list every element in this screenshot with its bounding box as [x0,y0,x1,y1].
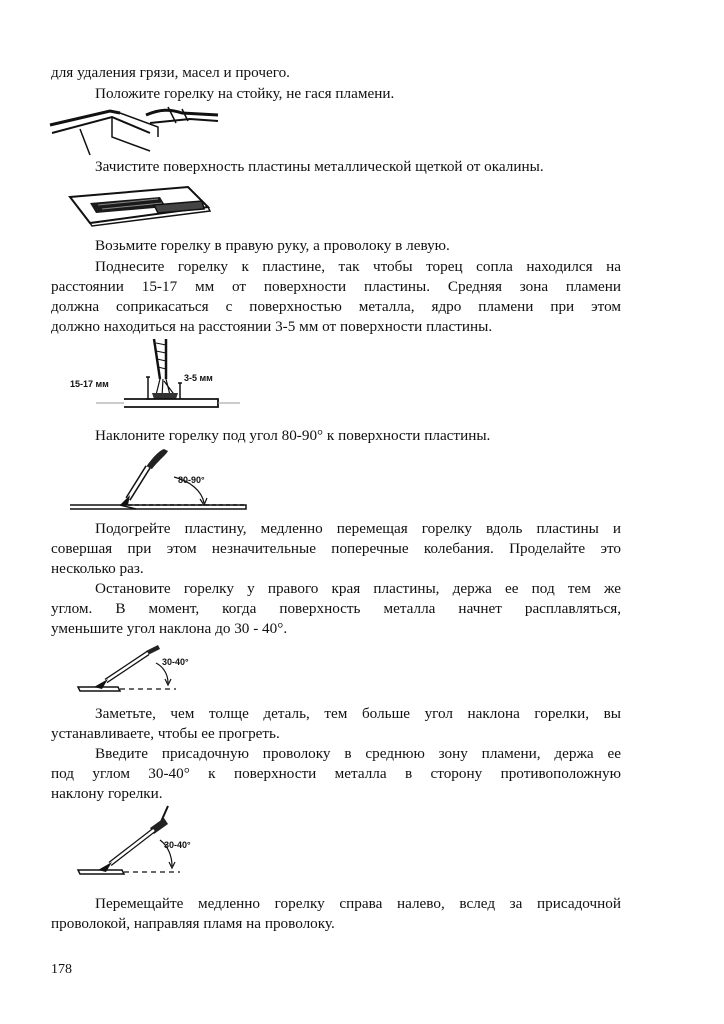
paragraph-bring-torch-line1: Поднесите горелку к пластине, так чтобы торец сопла находился на [95,258,621,275]
figure-torch-80-90 [70,447,250,511]
paragraph-stop-torch-line3: уменьшите угол наклона до 30 - 40°. [51,620,288,637]
paragraph-thickness-line1: Заметьте, чем толще деталь, тем больше угол наклона горелки, вы [95,705,621,722]
paragraph-tilt-torch: Наклоните горелку под угол 80-90° к поверхности пластины. [95,427,491,444]
paragraph-move-torch-line1: Перемещайте медленно горелку справа налево, вслед за присадочной [95,895,621,912]
paragraph-filler-wire-line1: Введите присадочную проволоку в среднюю зону пламени, держа ее [95,745,621,762]
label-nozzle-height: 15-17 мм [70,379,109,389]
paragraph-bring-torch-line2: расстоянии 15-17 мм от поверхности пластины. Средняя зона пламени [51,278,621,295]
label-angle-30-40: 30-40° [162,657,189,667]
paragraph-bring-torch-line3: должна соприкасаться с поверхностью металла, ядро пламени при этом [51,298,621,315]
paragraph-filler-wire-line3: наклону горелки. [51,785,163,802]
paragraph-heat-plate-line2: совершая при этом незначительные поперечные колебания. Проделайте это [51,540,621,557]
figure-torch-30-40 [76,643,216,695]
paragraph-heat-plate-line3: несколько раз. [51,560,144,577]
figure-wire-brush [68,183,210,227]
label-angle-30-40-wire: 30-40° [164,840,191,850]
paragraph-filler-wire-line2: под углом 30-40° к поверхности металла в сторону противоположную [51,765,621,782]
paragraph-clean-surface: Зачистите поверхность пластины металлической щеткой от окалины. [95,158,544,175]
paragraph-move-torch-line2: проволокой, направляя пламя на проволоку. [51,915,335,932]
paragraph-take-torch: Возьмите горелку в правую руку, а проволоку в левую. [95,237,450,254]
figure-torch-on-stand [50,103,220,155]
paragraph-continuation: для удаления грязи, масел и прочего. [51,64,290,81]
paragraph-thickness-line2: устанавливаете, чтобы ее прогреть. [51,725,280,742]
paragraph-bring-torch-line4: должно находиться на расстоянии 3-5 мм от поверхности пластины. [51,318,493,335]
figure-nozzle-distance [68,337,244,415]
figure-torch-wire-30-40 [76,804,216,878]
page-number: 178 [51,962,72,977]
paragraph-stop-torch-line1: Остановите горелку у правого края пластины, держа ее под тем же [95,580,621,597]
label-core-distance: 3-5 мм [184,373,213,383]
paragraph-heat-plate-line1: Подогрейте пластину, медленно перемещая горелку вдоль пластины и [95,520,621,537]
paragraph-stop-torch-line2: углом. В момент, когда поверхность металла начнет расплавляться, [51,600,621,617]
paragraph-place-torch: Положите горелку на стойку, не гася пламени. [95,85,395,102]
label-angle-80-90: 80-90° [178,475,205,485]
